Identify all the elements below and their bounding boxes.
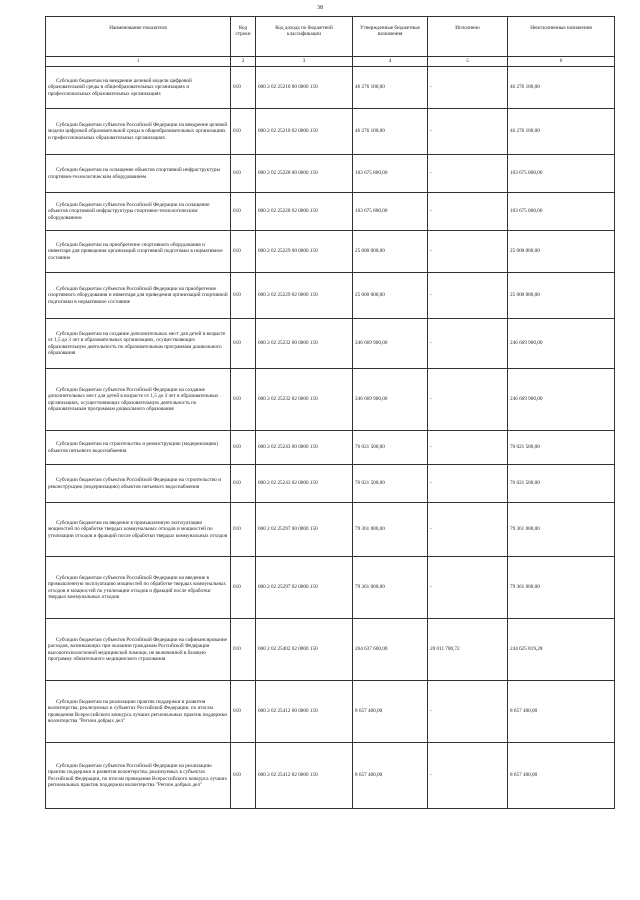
unexecuted-amount: 246 669 900,00 — [508, 319, 615, 369]
table-row — [46, 369, 615, 431]
indicator-name: Субсидии бюджетам субъектов Российской Федерации на приобретение спортивного оборудования и инвентаря для приведения организаций спортивной подготовки в нормативное состояние — [46, 273, 231, 319]
indicator-name: Субсидии бюджетам на внедрение целевой модели цифровой образовательной среды в общеобразовательных организациях и профессиональных образовательных организациях — [46, 67, 231, 109]
budget-code: 000 2 02 25243 00 0000 150 — [256, 431, 353, 465]
approved-amount: 264 637 600,00 — [353, 619, 428, 681]
indicator-name: Субсидии бюджетам на оснащение объектов спортивной инфраструктуры спортивно-технологическим оборудованием — [46, 155, 231, 193]
executed-amount: - — [428, 231, 508, 273]
unexecuted-amount: 244 625 819,28 — [508, 619, 615, 681]
unexecuted-amount: 103 675 800,00 — [508, 193, 615, 231]
table-row — [46, 557, 615, 619]
table-row — [46, 273, 615, 319]
column-number: 5 — [428, 57, 508, 67]
executed-amount: - — [428, 273, 508, 319]
indicator-name: Субсидии бюджетам на создание дополнительных мест для детей в возрасте от 1,5 до 3 лет в образовательных организациях, осуществляющих образовательную деятельность по образовательным программам дошкольного образования — [46, 319, 231, 369]
row-code: 010 — [231, 743, 256, 809]
table-row — [46, 193, 615, 231]
column-number: 3 — [256, 57, 353, 67]
row-code: 010 — [231, 619, 256, 681]
executed-amount: - — [428, 67, 508, 109]
approved-amount: 246 669 900,00 — [353, 369, 428, 431]
budget-code: 000 2 02 25232 02 0000 150 — [256, 369, 353, 431]
approved-amount: 76 021 500,00 — [353, 431, 428, 465]
unexecuted-amount: 103 675 800,00 — [508, 155, 615, 193]
approved-amount: 8 657 400,00 — [353, 743, 428, 809]
table-row — [46, 465, 615, 503]
unexecuted-amount: 79 361 000,00 — [508, 557, 615, 619]
unexecuted-amount: 8 657 400,00 — [508, 681, 615, 743]
table-row — [46, 231, 615, 273]
budget-code: 000 2 02 25297 00 0000 150 — [256, 503, 353, 557]
executed-amount: - — [428, 503, 508, 557]
budget-execution-table — [45, 16, 615, 809]
indicator-name: Субсидии бюджетам на приобретение спортивного оборудования и инвентаря для приведения организаций спортивной подготовки в нормативное состояние — [46, 231, 231, 273]
page-number: 38 — [317, 5, 323, 11]
row-code: 010 — [231, 369, 256, 431]
budget-code: 000 2 02 25210 02 0000 150 — [256, 109, 353, 155]
table-row — [46, 619, 615, 681]
executed-amount: - — [428, 369, 508, 431]
indicator-name: Субсидии бюджетам на реализацию практик поддержки и развития волонтерства, реализуемых в субъектах Российской Федерации, по итогам проведения Всероссийского конкурса лучших региональных практик поддержки волонтерства "Регион добрых дел" — [46, 681, 231, 743]
approved-amount: 79 361 000,00 — [353, 557, 428, 619]
row-code: 010 — [231, 193, 256, 231]
budget-code: 000 2 02 25412 00 0000 150 — [256, 681, 353, 743]
table-row — [46, 109, 615, 155]
indicator-name: Субсидии бюджетам на введение в промышленную эксплуатацию мощностей по обработке твердых коммунальных отходов и мощностей по утилизации отходов и фракций после обработки твердых коммунальных отходов — [46, 503, 231, 557]
header-executed: Исполнено — [428, 17, 508, 57]
unexecuted-amount: 246 669 900,00 — [508, 369, 615, 431]
executed-amount: - — [428, 193, 508, 231]
row-code: 010 — [231, 109, 256, 155]
approved-amount: 25 000 000,00 — [353, 231, 428, 273]
header-unexecuted: Неисполненные назначения — [508, 17, 615, 57]
table-row — [46, 155, 615, 193]
budget-code: 000 2 02 25402 02 0000 150 — [256, 619, 353, 681]
row-code: 010 — [231, 557, 256, 619]
row-code: 010 — [231, 155, 256, 193]
indicator-name: Субсидии бюджетам субъектов Российской Федерации на создание дополнительных мест для детей в возрасте от 1,5 до 3 лет в образовательных организациях, осуществляющих образовательную деятельность по образовательным программам дошкольного образования — [46, 369, 231, 431]
executed-amount: - — [428, 557, 508, 619]
executed-amount: 20 011 780,72 — [428, 619, 508, 681]
header-approved: Утвержденные бюджетные назначения — [353, 17, 428, 57]
column-number-row — [46, 57, 615, 67]
column-number: 4 — [353, 57, 428, 67]
executed-amount: - — [428, 465, 508, 503]
approved-amount: 46 276 100,00 — [353, 109, 428, 155]
unexecuted-amount: 46 276 100,00 — [508, 67, 615, 109]
executed-amount: - — [428, 319, 508, 369]
header-budget-code: Код дохода по бюджетной классификации — [256, 17, 353, 57]
budget-code: 000 2 02 25228 00 0000 150 — [256, 155, 353, 193]
indicator-name: Субсидии бюджетам субъектов Российской Федерации на внедрение целевой модели цифровой образовательной среды в общеобразовательных организациях и профессиональных образовательных организациях — [46, 109, 231, 155]
unexecuted-amount: 25 000 000,00 — [508, 231, 615, 273]
budget-code: 000 2 02 25243 02 0000 150 — [256, 465, 353, 503]
indicator-name: Субсидии бюджетам субъектов Российской Федерации на реализацию практик поддержки и развития волонтерства, реализуемых в субъектах Российской Федерации, по итогам проведения Всероссийского конкурса лучших региональных практик поддержки волонтерства "Регион добрых дел" — [46, 743, 231, 809]
unexecuted-amount: 76 021 500,00 — [508, 431, 615, 465]
indicator-name: Субсидии бюджетам субъектов Российской Федерации на софинансирование расходов, возникающих при оказании гражданам Российской Федерации высокотехнологичной медицинской помощи, не включенной в базовую программу обязательного медицинского страхования — [46, 619, 231, 681]
unexecuted-amount: 76 021 500,00 — [508, 465, 615, 503]
header-name: Наименование показателя — [46, 17, 231, 57]
approved-amount: 46 276 100,00 — [353, 67, 428, 109]
column-number: 2 — [231, 57, 256, 67]
indicator-name: Субсидии бюджетам субъектов Российской Федерации на оснащение объектов спортивной инфраструктуры спортивно-технологическим оборудованием — [46, 193, 231, 231]
budget-code: 000 2 02 25297 02 0000 150 — [256, 557, 353, 619]
budget-code: 000 2 02 25229 00 0000 150 — [256, 231, 353, 273]
indicator-name: Субсидии бюджетам на строительство и реконструкцию (модернизацию) объектов питьевого водоснабжения — [46, 431, 231, 465]
executed-amount: - — [428, 431, 508, 465]
budget-code: 000 2 02 25210 00 0000 150 — [256, 67, 353, 109]
row-code: 010 — [231, 231, 256, 273]
table-header — [46, 17, 615, 67]
approved-amount: 103 675 800,00 — [353, 155, 428, 193]
approved-amount: 8 657 400,00 — [353, 681, 428, 743]
budget-code: 000 2 02 25232 00 0000 150 — [256, 319, 353, 369]
header-row — [46, 17, 615, 57]
executed-amount: - — [428, 743, 508, 809]
budget-code: 000 2 02 25228 02 0000 150 — [256, 193, 353, 231]
executed-amount: - — [428, 681, 508, 743]
indicator-name: Субсидии бюджетам субъектов Российской Федерации на введение в промышленную эксплуатацию мощностей по обработке твердых коммунальных отходов и мощностей по утилизации отходов и фракций после обработки твердых коммунальных отходов — [46, 557, 231, 619]
table-row — [46, 67, 615, 109]
approved-amount: 79 361 000,00 — [353, 503, 428, 557]
row-code: 010 — [231, 465, 256, 503]
column-number: 6 — [508, 57, 615, 67]
budget-code: 000 2 02 25229 02 0000 150 — [256, 273, 353, 319]
table-row — [46, 431, 615, 465]
row-code: 010 — [231, 273, 256, 319]
budget-code: 000 2 02 25412 02 0000 150 — [256, 743, 353, 809]
table-row — [46, 681, 615, 743]
approved-amount: 25 000 000,00 — [353, 273, 428, 319]
header-row-code: Код строки — [231, 17, 256, 57]
row-code: 010 — [231, 503, 256, 557]
row-code: 010 — [231, 319, 256, 369]
executed-amount: - — [428, 155, 508, 193]
unexecuted-amount: 79 361 000,00 — [508, 503, 615, 557]
table-row — [46, 503, 615, 557]
executed-amount: - — [428, 109, 508, 155]
approved-amount: 246 669 900,00 — [353, 319, 428, 369]
indicator-name: Субсидии бюджетам субъектов Российской Федерации на строительство и реконструкцию (модернизацию) объектов питьевого водоснабжения — [46, 465, 231, 503]
approved-amount: 103 675 800,00 — [353, 193, 428, 231]
row-code: 010 — [231, 681, 256, 743]
table-row — [46, 319, 615, 369]
table-body — [46, 67, 615, 809]
approved-amount: 76 021 500,00 — [353, 465, 428, 503]
table-row — [46, 743, 615, 809]
row-code: 010 — [231, 431, 256, 465]
unexecuted-amount: 46 276 100,00 — [508, 109, 615, 155]
column-number: 1 — [46, 57, 231, 67]
row-code: 010 — [231, 67, 256, 109]
unexecuted-amount: 25 000 000,00 — [508, 273, 615, 319]
unexecuted-amount: 8 657 400,00 — [508, 743, 615, 809]
